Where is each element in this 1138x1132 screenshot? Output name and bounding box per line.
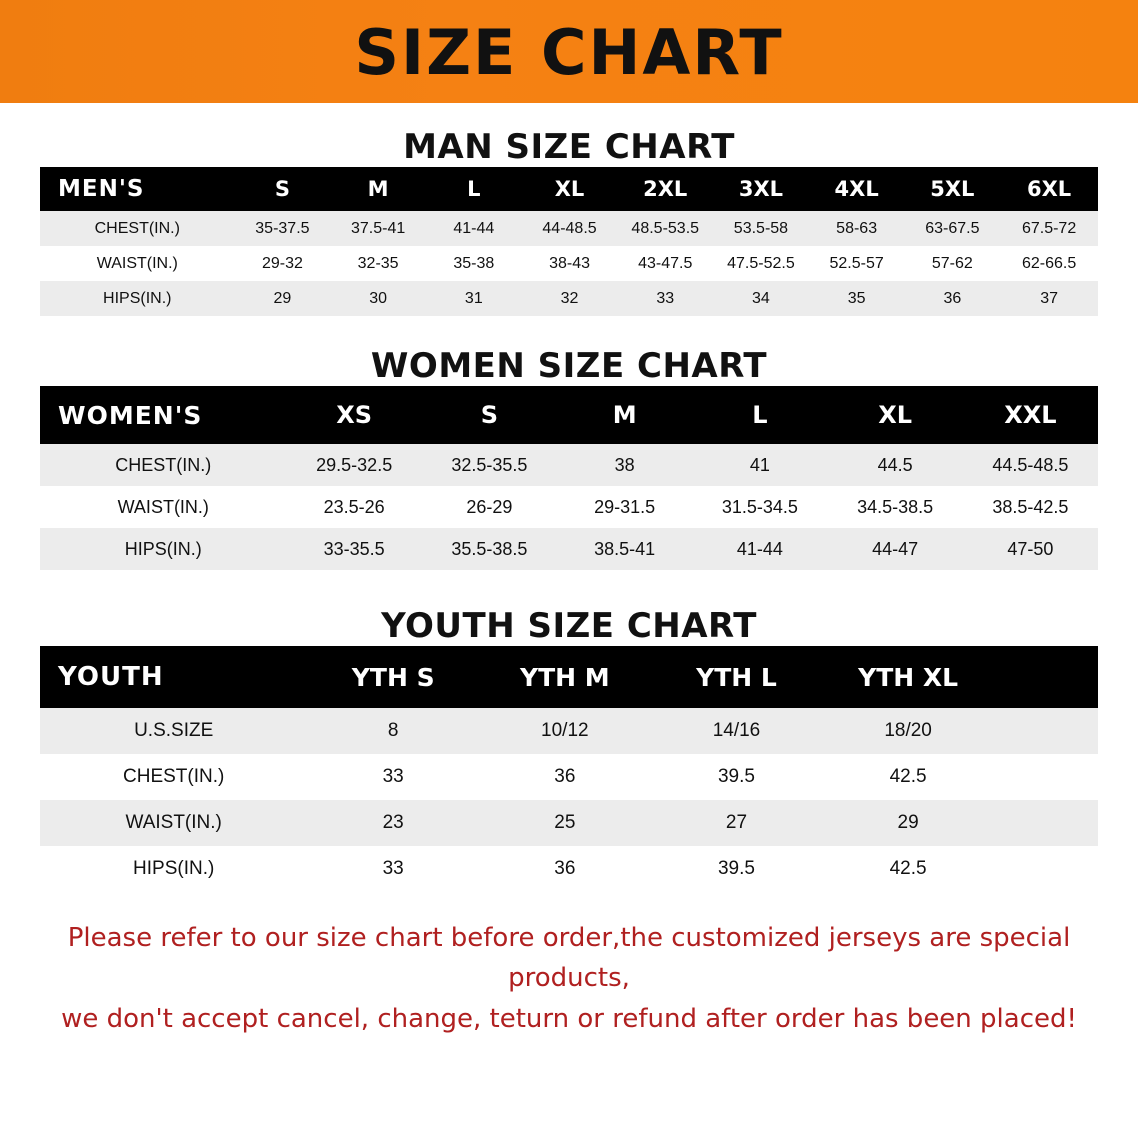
man-cell-1-2: 35-38: [426, 246, 522, 281]
women-header-cell-6: XXL: [963, 386, 1098, 444]
women-cell-0-4: 44.5: [828, 444, 963, 486]
women-header-cell-4: L: [692, 386, 827, 444]
man-cell-1-5: 47.5-52.5: [713, 246, 809, 281]
man-cell-2-6: 35: [809, 281, 905, 316]
man-cell-1-4: 43-47.5: [617, 246, 713, 281]
man-cell-0-8: 67.5-72: [1000, 211, 1098, 246]
man-header-row: [40, 167, 1098, 211]
women-cell-1-2: 29-31.5: [557, 486, 692, 528]
youth-cell-3-1: 36: [479, 846, 651, 892]
youth-cell-1-pad: [994, 754, 1098, 800]
women-header-cell-0: WOMEN'S: [40, 386, 287, 444]
table-row: [40, 528, 1098, 570]
women-row-label-2: HIPS(IN.): [40, 528, 287, 570]
youth-cell-1-2: 39.5: [651, 754, 823, 800]
man-cell-0-7: 63-67.5: [904, 211, 1000, 246]
man-cell-1-0: 29-32: [235, 246, 331, 281]
women-cell-1-5: 38.5-42.5: [963, 486, 1098, 528]
man-cell-1-1: 32-35: [330, 246, 426, 281]
table-row: [40, 444, 1098, 486]
man-header-cell-8: 5XL: [904, 167, 1000, 211]
man-cell-0-6: 58-63: [809, 211, 905, 246]
table-row: [40, 708, 1098, 754]
youth-cell-2-2: 27: [651, 800, 823, 846]
man-header-cell-5: 2XL: [617, 167, 713, 211]
man-header-cell-2: M: [330, 167, 426, 211]
women-cell-0-5: 44.5-48.5: [963, 444, 1098, 486]
youth-cell-3-2: 39.5: [651, 846, 823, 892]
man-cell-1-7: 57-62: [904, 246, 1000, 281]
women-cell-2-4: 44-47: [828, 528, 963, 570]
youth-header-cell-4: YTH XL: [822, 646, 994, 708]
youth-cell-2-0: 23: [307, 800, 479, 846]
table-row: [40, 846, 1098, 892]
man-header-cell-0: MEN'S: [40, 167, 235, 211]
youth-cell-0-3: 18/20: [822, 708, 994, 754]
women-cell-2-2: 38.5-41: [557, 528, 692, 570]
man-header-cell-3: L: [426, 167, 522, 211]
women-cell-0-2: 38: [557, 444, 692, 486]
women-header-cell-2: S: [422, 386, 557, 444]
youth-header-cell-2: YTH M: [479, 646, 651, 708]
man-cell-2-7: 36: [904, 281, 1000, 316]
youth-row-label-0: U.S.SIZE: [40, 708, 307, 754]
youth-cell-1-0: 33: [307, 754, 479, 800]
man-cell-1-6: 52.5-57: [809, 246, 905, 281]
disclaimer-line-2: we don't accept cancel, change, teturn or refund after order has been placed!: [61, 1003, 1077, 1034]
man-cell-0-3: 44-48.5: [522, 211, 618, 246]
man-header-cell-6: 3XL: [713, 167, 809, 211]
women-cell-1-1: 26-29: [422, 486, 557, 528]
youth-header-cell-3: YTH L: [651, 646, 823, 708]
man-row-label-0: CHEST(IN.): [40, 211, 235, 246]
man-cell-0-1: 37.5-41: [330, 211, 426, 246]
women-header-row: [40, 386, 1098, 444]
man-cell-1-3: 38-43: [522, 246, 618, 281]
table-row: [40, 246, 1098, 281]
youth-cell-1-1: 36: [479, 754, 651, 800]
table-row: [40, 800, 1098, 846]
man-cell-2-2: 31: [426, 281, 522, 316]
man-cell-2-1: 30: [330, 281, 426, 316]
man-size-table: [40, 167, 1098, 316]
man-header-cell-9: 6XL: [1000, 167, 1098, 211]
table-row: [40, 754, 1098, 800]
youth-cell-3-pad: [994, 846, 1098, 892]
man-cell-2-0: 29: [235, 281, 331, 316]
man-cell-2-3: 32: [522, 281, 618, 316]
man-cell-2-5: 34: [713, 281, 809, 316]
youth-cell-0-pad: [994, 708, 1098, 754]
man-header-cell-4: XL: [522, 167, 618, 211]
youth-cell-3-0: 33: [307, 846, 479, 892]
youth-header-cell-1: YTH S: [307, 646, 479, 708]
women-row-label-0: CHEST(IN.): [40, 444, 287, 486]
youth-size-table: [40, 646, 1098, 892]
women-cell-0-0: 29.5-32.5: [287, 444, 422, 486]
women-cell-0-1: 32.5-35.5: [422, 444, 557, 486]
women-cell-1-3: 31.5-34.5: [692, 486, 827, 528]
man-table-wrap: [40, 167, 1098, 316]
table-row: [40, 211, 1098, 246]
women-header-cell-5: XL: [828, 386, 963, 444]
man-cell-2-8: 37: [1000, 281, 1098, 316]
man-cell-0-0: 35-37.5: [235, 211, 331, 246]
man-cell-0-2: 41-44: [426, 211, 522, 246]
disclaimer-note: [39, 918, 1099, 1039]
youth-header-cell-0: YOUTH: [40, 646, 307, 708]
women-header-cell-1: XS: [287, 386, 422, 444]
youth-table-wrap: [40, 646, 1098, 892]
youth-cell-0-2: 14/16: [651, 708, 823, 754]
table-row: [40, 486, 1098, 528]
youth-section-title: YOUTH SIZE CHART: [381, 606, 757, 646]
table-row: [40, 281, 1098, 316]
man-row-label-2: HIPS(IN.): [40, 281, 235, 316]
man-cell-0-5: 53.5-58: [713, 211, 809, 246]
man-cell-2-4: 33: [617, 281, 713, 316]
women-row-label-1: WAIST(IN.): [40, 486, 287, 528]
man-cell-0-4: 48.5-53.5: [617, 211, 713, 246]
youth-row-label-2: WAIST(IN.): [40, 800, 307, 846]
women-section-title: WOMEN SIZE CHART: [370, 346, 768, 386]
man-cell-1-8: 62-66.5: [1000, 246, 1098, 281]
women-size-table: [40, 386, 1098, 570]
disclaimer-line-1: Please refer to our size chart before order,the customized jerseys are special products,: [67, 923, 1071, 994]
banner-title: SIZE CHART: [354, 15, 784, 89]
banner: [0, 0, 1138, 103]
youth-cell-2-3: 29: [822, 800, 994, 846]
man-header-cell-7: 4XL: [809, 167, 905, 211]
women-cell-2-3: 41-44: [692, 528, 827, 570]
women-cell-2-0: 33-35.5: [287, 528, 422, 570]
youth-cell-2-pad: [994, 800, 1098, 846]
youth-cell-2-1: 25: [479, 800, 651, 846]
youth-cell-1-3: 42.5: [822, 754, 994, 800]
youth-cell-3-3: 42.5: [822, 846, 994, 892]
youth-row-label-1: CHEST(IN.): [40, 754, 307, 800]
women-table-wrap: [40, 386, 1098, 570]
women-cell-1-4: 34.5-38.5: [828, 486, 963, 528]
man-header-cell-1: S: [235, 167, 331, 211]
youth-cell-0-1: 10/12: [479, 708, 651, 754]
youth-header-row: [40, 646, 1098, 708]
youth-cell-0-0: 8: [307, 708, 479, 754]
man-row-label-1: WAIST(IN.): [40, 246, 235, 281]
women-cell-2-5: 47-50: [963, 528, 1098, 570]
women-cell-0-3: 41: [692, 444, 827, 486]
youth-row-label-3: HIPS(IN.): [40, 846, 307, 892]
youth-header-cell-pad: [994, 646, 1098, 708]
man-section-title: MAN SIZE CHART: [403, 127, 735, 167]
women-cell-1-0: 23.5-26: [287, 486, 422, 528]
women-header-cell-3: M: [557, 386, 692, 444]
women-cell-2-1: 35.5-38.5: [422, 528, 557, 570]
